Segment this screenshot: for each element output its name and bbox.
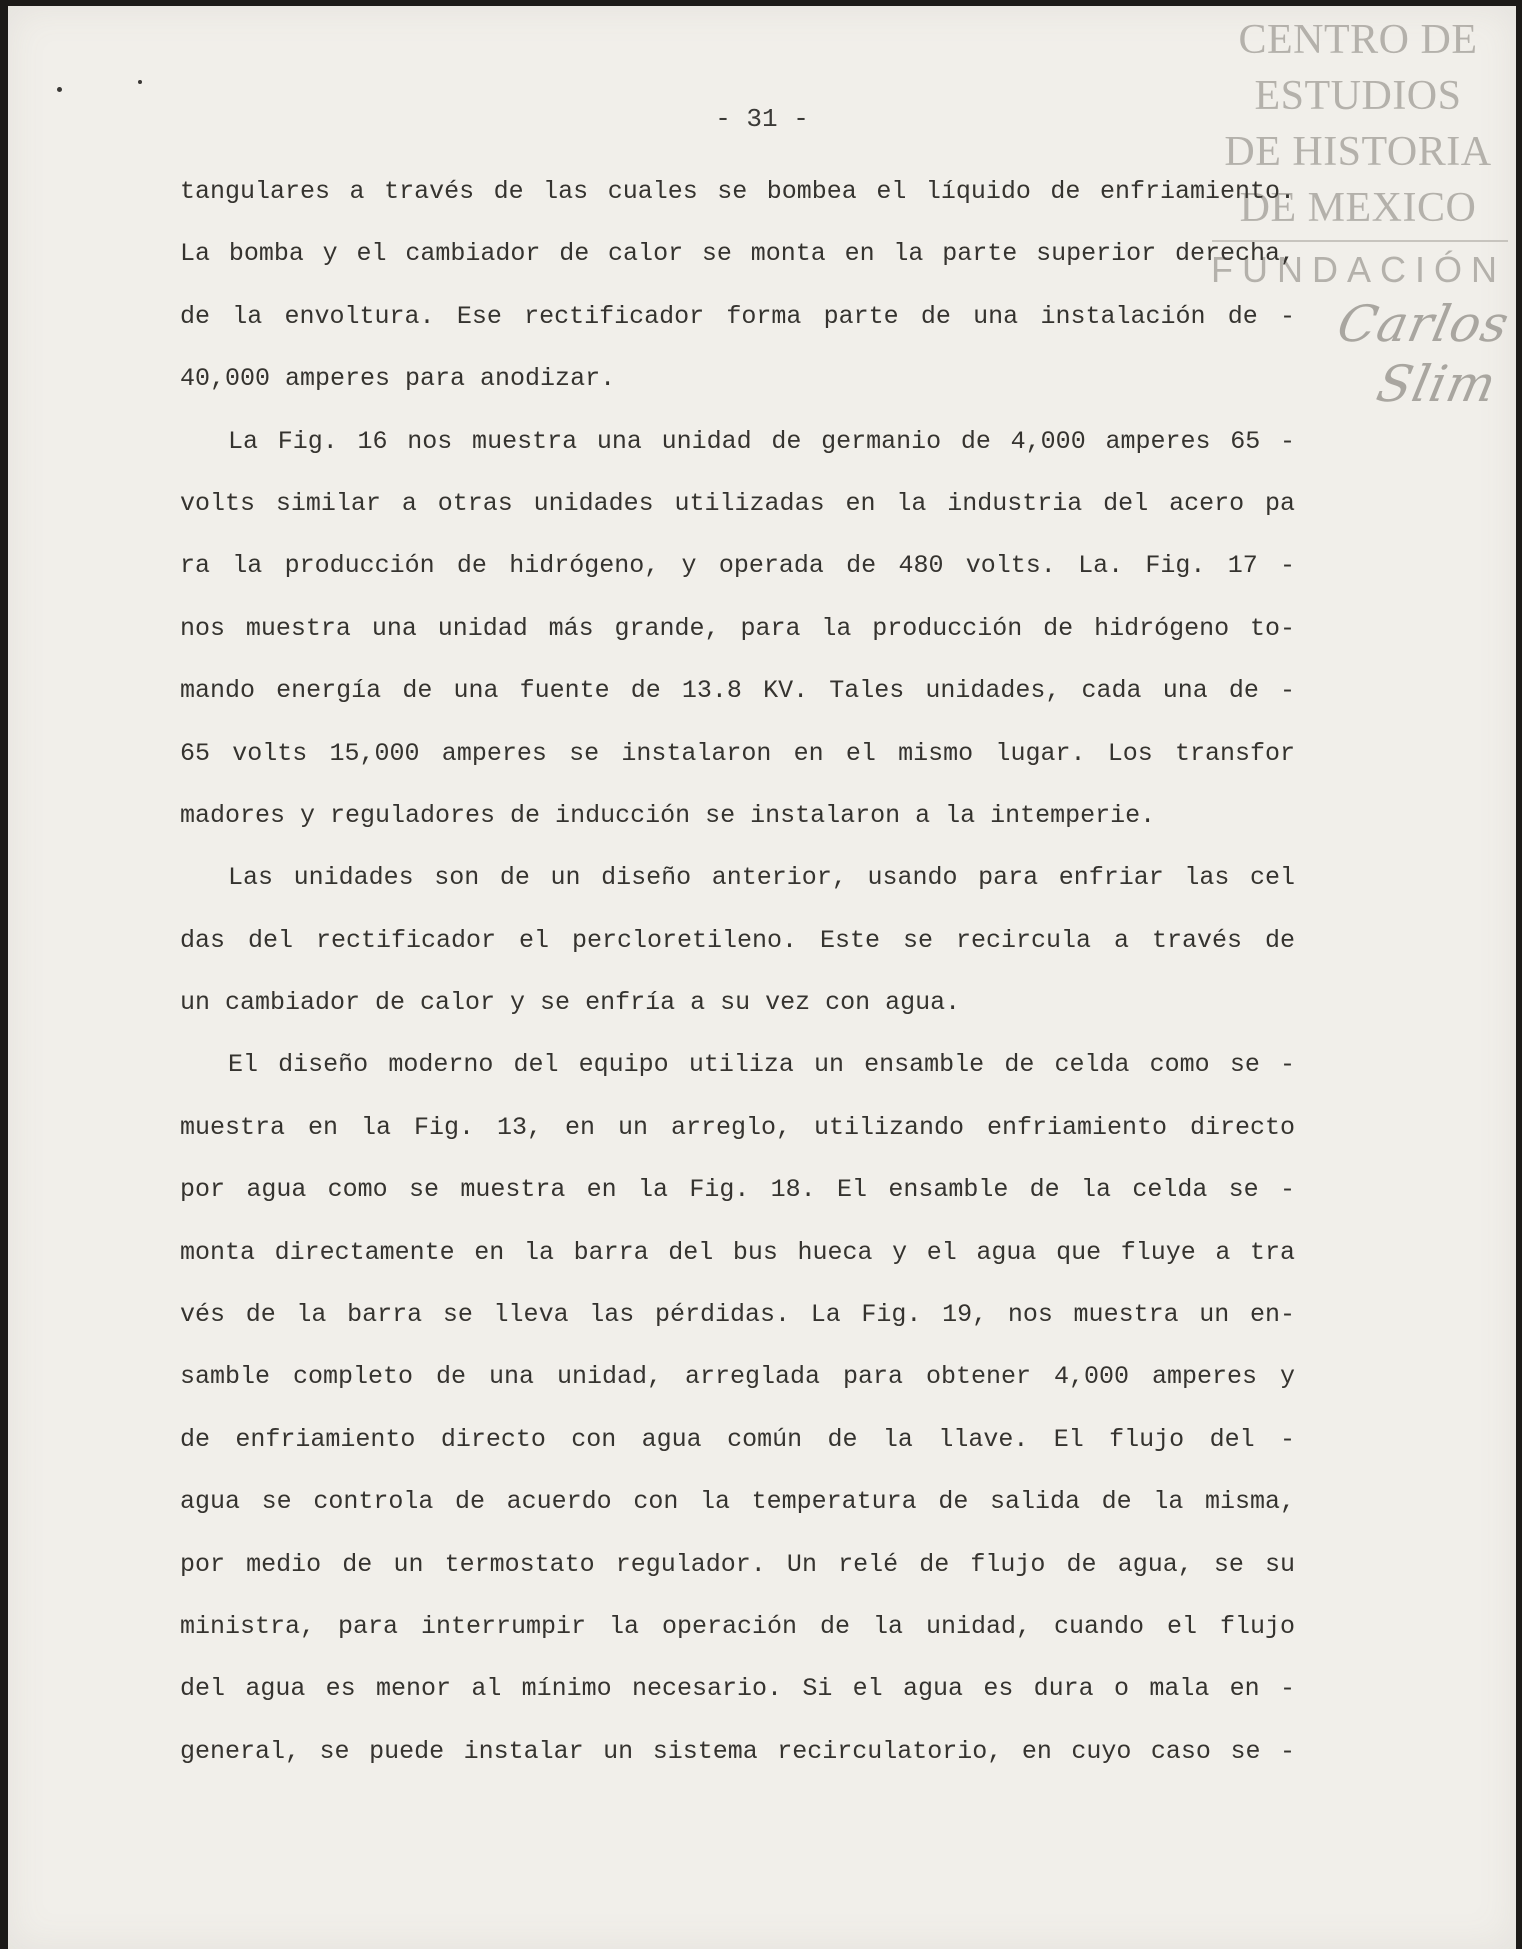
text-line: por agua como se muestra en la Fig. 18. El ensamble de la celda se - [180,1175,1295,1205]
text-line: 65 volts 15,000 amperes se instalaron en el mismo lugar. Los transfor [180,738,1295,768]
text-line: madores y reguladores de inducción se instalaron a la intemperie. [180,800,1156,830]
watermark-line: CENTRO DE [1238,17,1478,63]
text-line: volts similar a otras unidades utilizadas en la industria del acero pa [180,488,1295,518]
text-line: monta directamente en la barra del bus hueca y el agua que fluye a tra [180,1237,1295,1267]
text-line: ministra, para interrumpir la operación de la unidad, cuando el flujo [180,1611,1295,1641]
document-page [8,6,1516,1949]
text-line: de la envoltura. Ese rectificador forma parte de una instalación de - [180,301,1295,331]
text-line: vés de la barra se lleva las pérdidas. La Fig. 19, nos muestra un en- [180,1300,1295,1330]
scan-speck [57,87,62,92]
text-line: tangulares a través de las cuales se bombea el líquido de enfriamiento. [180,177,1295,206]
text-line: nos muestra una unidad más grande, para la producción de hidrógeno to- [180,613,1295,643]
text-line: un cambiador de calor y se enfría a su vez con agua. [180,988,961,1018]
text-line: La Fig. 16 nos muestra una unidad de germanio de 4,000 amperes 65 - [228,426,1295,456]
text-line: muestra en la Fig. 13, en un arreglo, utilizando enfriamiento directo [180,1112,1295,1142]
text-line: por medio de un termostato regulador. Un relé de flujo de agua, se su [180,1549,1295,1579]
text-line: El diseño moderno del equipo utiliza un ensamble de celda como se - [228,1050,1295,1080]
page-number: - 31 - [715,104,809,134]
watermark-line: DE HISTORIA [1224,129,1492,175]
watermark-line: ESTUDIOS [1254,73,1462,119]
text-line: agua se controla de acuerdo con la temperatura de salida de la misma, [180,1487,1295,1517]
watermark-fundacion: FUNDACIÓN [1211,249,1506,290]
text-line: del agua es menor al mínimo necesario. Si el agua es dura o mala en - [180,1674,1295,1704]
text-line: ra la producción de hidrógeno, y operada de 480 volts. La. Fig. 17 - [180,551,1295,581]
watermark-line: DE MEXICO [1239,185,1477,231]
text-line: mando energía de una fuente de 13.8 KV. Tales unidades, cada una de - [180,676,1295,706]
body-text [180,161,1295,1783]
text-line: samble completo de una unidad, arreglada para obtener 4,000 amperes y [180,1362,1295,1392]
watermark-signature: Carlos Slim [1332,295,1515,413]
text-line: 40,000 amperes para anodizar. [180,364,616,394]
text-line: de enfriamiento directo con agua común de la llave. El flujo del - [180,1424,1295,1454]
text-line: La bomba y el cambiador de calor se monta en la parte superior derecha, [180,239,1295,269]
scan-speck [138,80,142,84]
text-line: das del rectificador el percloretileno. Este se recircula a través de [180,925,1295,955]
text-line: general, se puede instalar un sistema recirculatorio, en cuyo caso se - [180,1736,1295,1766]
text-line: Las unidades son de un diseño anterior, usando para enfriar las cel [228,863,1295,893]
